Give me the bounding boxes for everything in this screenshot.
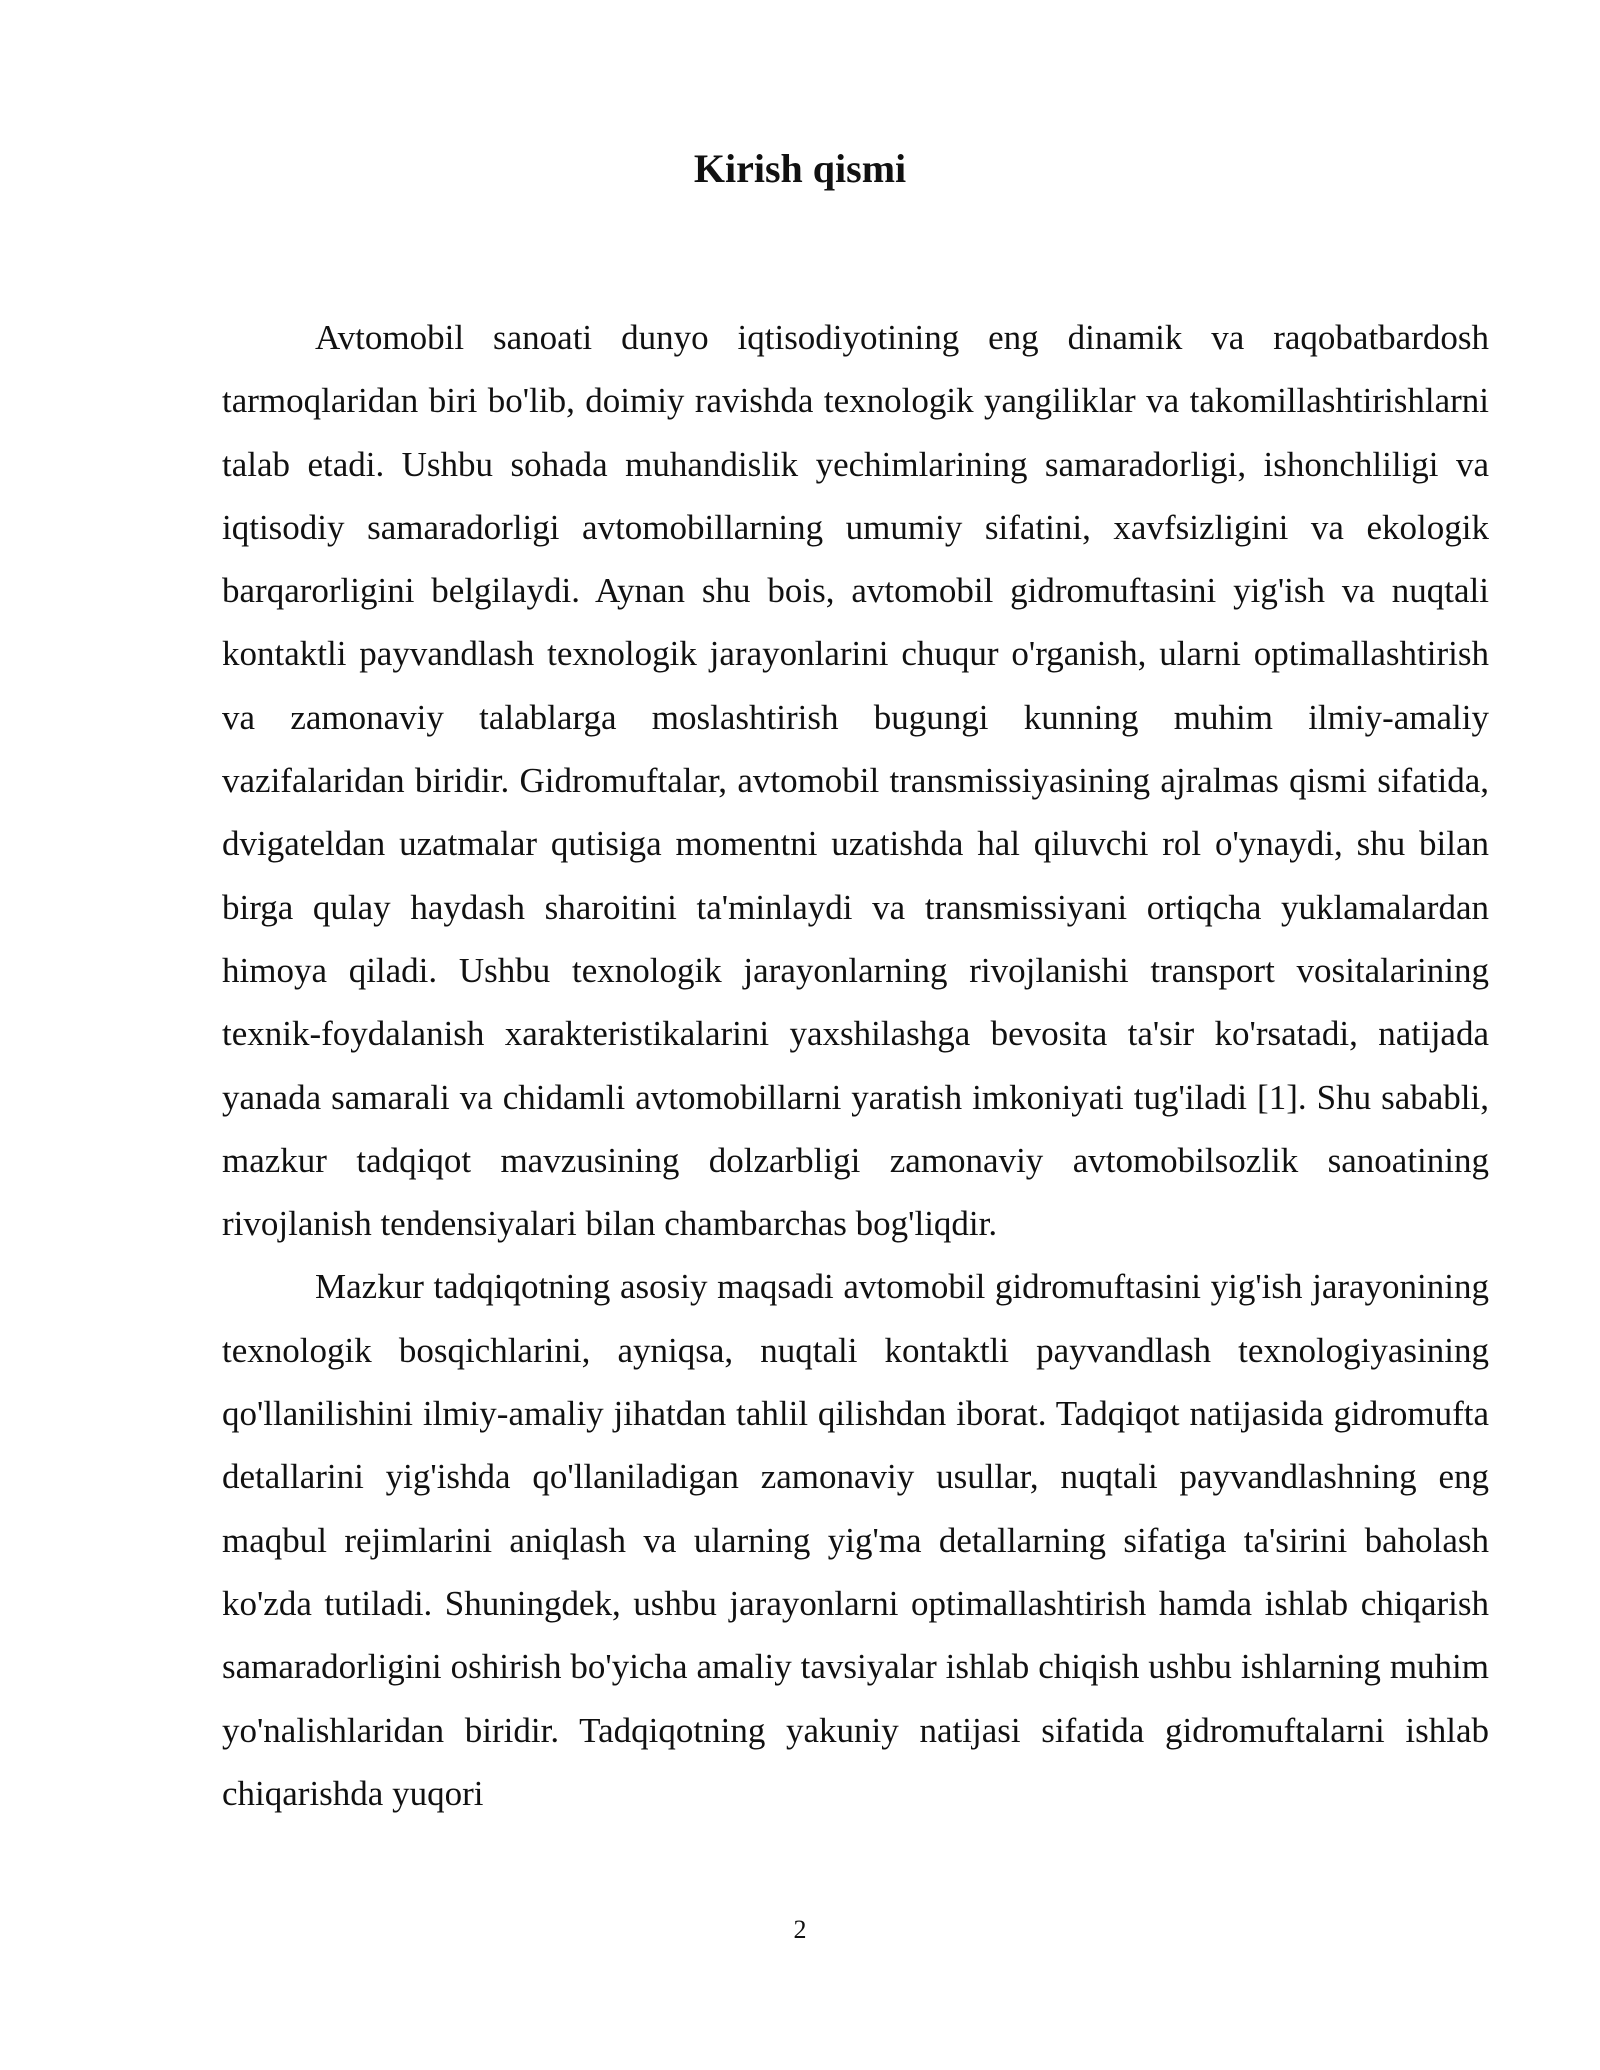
page-title: Kirish qismi [693, 146, 907, 191]
page-number: 2 [793, 1915, 807, 1944]
paragraph-goal: Mazkur tadqiqotning asosiy maqsadi avtomobil gidromuftasini yig'ish jarayonining texnologik bosqichlarini, ayniqsa, nuqtali kontaktli payvandlash texnologiyasining qo'llanilishini ilmiy-amaliy jihatdan tahlil qilishdan iborat. Tadqiqot natijasida gidromufta detallarini yig'ishda qo'llaniladigan zamonaviy usullar, nuqtali payvandlashning eng maqbul rejimlarini aniqlash va ularning yig'ma detallarning sifatiga ta'sirini baholash ko'zda tutiladi. Shuningdek, ushbu jarayonlarni optimallashtirish hamda ishlab chiqarish samaradorligini oshirish bo'yicha amaliy tavsiyalar ishlab chiqish ushbu ishlarning muhim yo'nalishlaridan biridir. Tadqiqotning yakuniy natijasi sifatida gidromuftalarni ishlab chiqarishda yuqori [222, 1267, 1489, 1813]
paragraph-intro: Avtomobil sanoati dunyo iqtisodiyotining eng dinamik va raqobatbardosh tarmoqlaridan biri bo'lib, doimiy ravishda texnologik yangiliklar va takomillashtirishlarni talab etadi. Ushbu sohada muhandislik yechimlarining samaradorligi, ishonchliligi va iqtisodiy samaradorligi avtomobillarning umumiy sifatini, xavfsizligini va ekologik barqarorligini belgilaydi. Aynan shu bois, avtomobil gidromuftasini yig'ish va nuqtali kontaktli payvandlash texnologik jarayonlarini chuqur o'rganish, ularni optimallashtirish va zamonaviy talablarga moslashtirish bugungi kunning muhim ilmiy-amaliy vazifalaridan biridir. Gidromuftalar, avtomobil transmissiyasining ajralmas qismi sifatida, dvigateldan uzatmalar qutisiga momentni uzatishda hal qiluvchi rol o'ynaydi, shu bilan birga qulay haydash sharoitini ta'minlaydi va transmissiyani ortiqcha yuklamalardan himoya qiladi. Ushbu texnologik jarayonlarning rivojlanishi transport vositalarining texnik-foydalanish xarakteristikalarini yaxshilashga bevosita ta'sir ko'rsatadi, natijada yanada samarali va chidamli avtomobillarni yaratish imkoniyati tug'iladi [1]. Shu sababli, mazkur tadqiqot mavzusining dolzarbligi zamonaviy avtomobilsozlik sanoatining rivojlanish tendensiyalari bilan chambarchas bog'liqdir. [222, 318, 1489, 1244]
document-body [222, 306, 1489, 1825]
